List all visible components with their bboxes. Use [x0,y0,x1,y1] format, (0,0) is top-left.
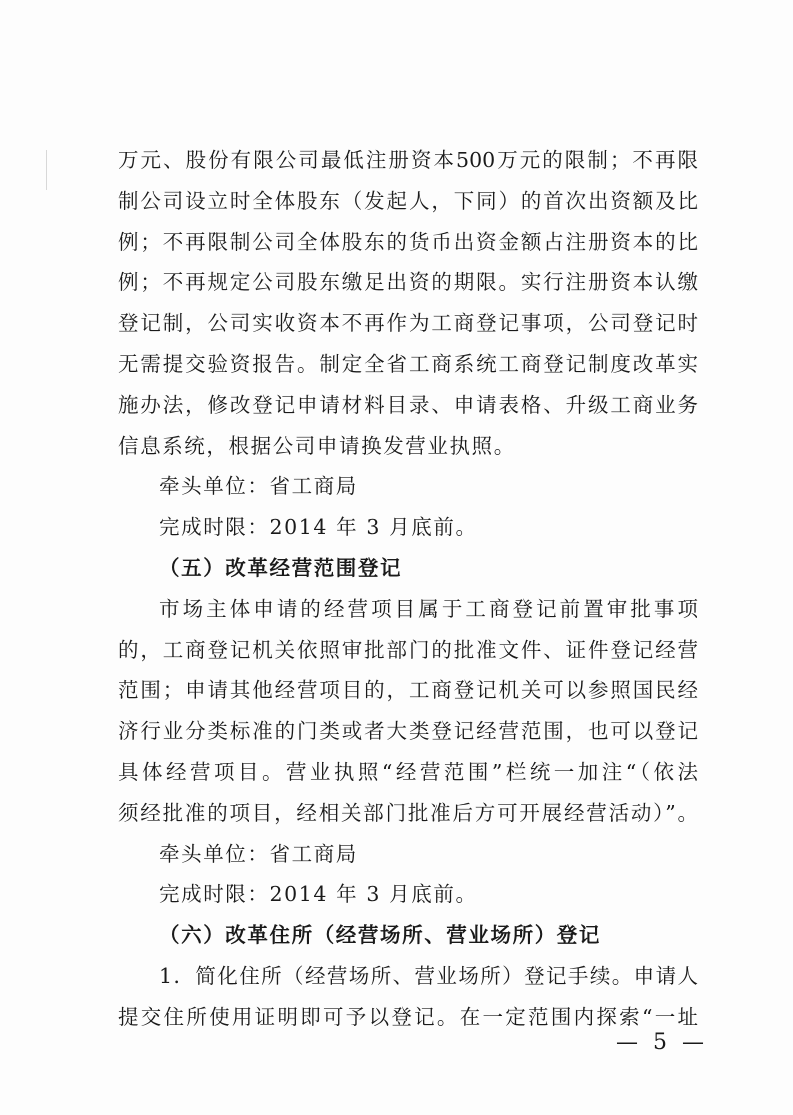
paragraph-line: 具体经营项目。营业执照“经营范围”栏统一加注“（依法 [118,759,698,784]
paragraph-line: 须经批准的项目，经相关部门批准后方可开展经营活动）”。 [118,800,698,825]
paragraph-line: 登记制，公司实收资本不再作为工商登记事项，公司登记时 [118,311,698,336]
scan-margin-mark [46,150,47,190]
paragraph-line: 制公司设立时全体股东（发起人，下同）的首次出资额及比 [118,188,698,213]
paragraph-line: 信息系统，根据公司申请换发营业执照。 [118,433,516,458]
section-heading: （六）改革住所（经营场所、营业场所）登记 [159,923,601,948]
lead-unit-line: 牵头单位：省工商局 [159,474,358,499]
paragraph-line: 济行业分类标准的门类或者大类登记经营范围，也可以登记 [118,719,698,744]
page-number: — 5 — [616,1030,708,1055]
paragraph-line: 例；不再规定公司股东缴足出资的期限。实行注册资本认缴 [118,270,698,295]
paragraph-line: 市场主体申请的经营项目属于工商登记前置审批事项 [159,596,698,621]
paragraph-line: 提交住所使用证明即可予以登记。在一定范围内探索“一址 [118,1004,698,1029]
paragraph-line: 无需提交验资报告。制定全省工商系统工商登记制度改革实 [118,351,698,376]
paragraph-line: 范围；申请其他经营项目的，工商登记机关可以参照国民经 [118,678,698,703]
lead-unit-line: 牵头单位：省工商局 [159,841,358,866]
paragraph-line: 万元、股份有限公司最低注册资本500万元的限制；不再限 [118,148,698,172]
document-body [118,140,698,1038]
paragraph-line: 施办法，修改登记申请材料目录、申请表格、升级工商业务 [118,392,698,417]
deadline-line: 完成时限：2014 年 3 月底前。 [159,882,478,907]
deadline-line: 完成时限：2014 年 3 月底前。 [159,515,478,540]
paragraph-line: 的，工商登记机关依照审批部门的批准文件、证件登记经营 [118,637,698,662]
section-heading: （五）改革经营范围登记 [159,555,403,580]
paragraph-line: 1．简化住所（经营场所、营业场所）登记手续。申请人 [159,963,698,988]
paragraph-line: 例；不再限制公司全体股东的货币出资金额占注册资本的比 [118,229,698,254]
